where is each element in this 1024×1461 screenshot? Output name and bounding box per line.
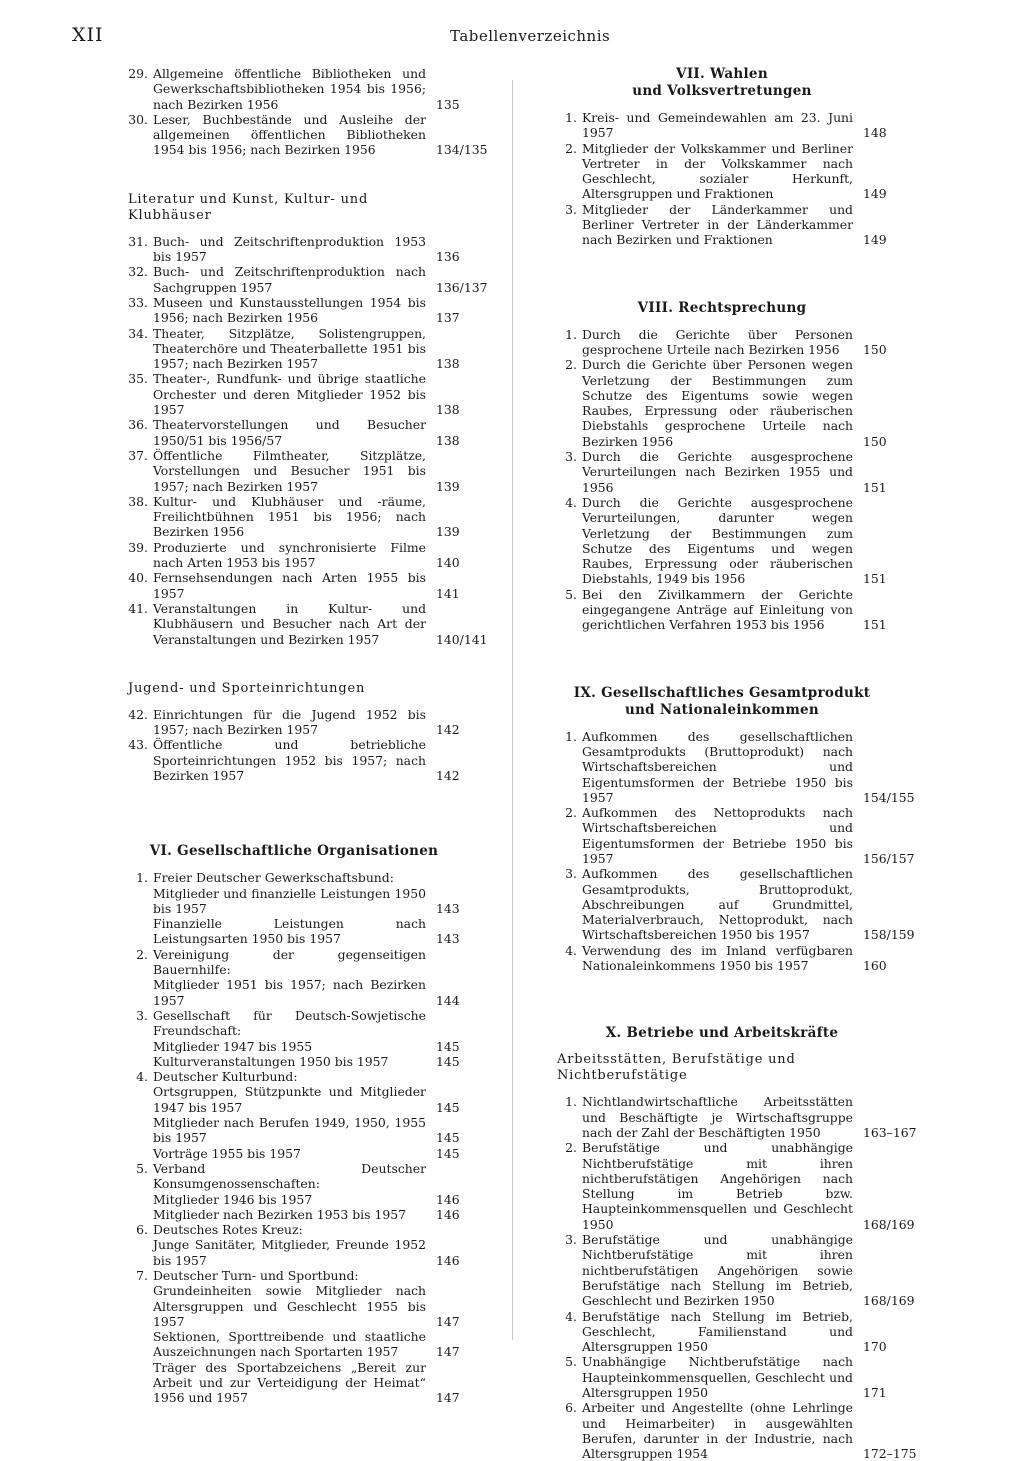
- page-ref: 151: [863, 571, 887, 587]
- page-ref: 149: [863, 186, 887, 202]
- toc-entry: [557, 327, 927, 358]
- sub-entry-text: Träger des Sportabzeichens „Bereit zur Arbeit und zur Verteidigung der Heimat“ 1956 und 1957: [153, 1359, 426, 1406]
- toc-entry: [128, 295, 500, 326]
- page-ref: 137: [436, 310, 460, 326]
- entry-number: 41.: [128, 600, 148, 616]
- section-heading: VIII. Rechtsprechung: [637, 299, 807, 316]
- entry-number: 1.: [565, 1094, 577, 1110]
- entry-text: Mitglieder der Länderkammer und Berliner Vertreter in der Länderkammer nach Bezirken und Fraktionen: [582, 201, 853, 248]
- entry-number: 6.: [565, 1400, 577, 1416]
- page-ref: 136: [436, 249, 460, 265]
- page-ref: 172–175: [863, 1446, 917, 1461]
- entry-number: 6.: [136, 1222, 148, 1238]
- entry-text: Fernsehsendungen nach Arten 1955 bis 1957: [153, 570, 426, 601]
- entry-number: 38.: [128, 493, 148, 509]
- page-ref: 138: [436, 402, 460, 418]
- entry-text: Aufkommen des gesellschaftlichen Gesamtprodukts (Bruttoprodukt) nach Wirtschaftsbereichen und Eigentumsformen der Betriebe 1950 bis 1957: [582, 728, 853, 805]
- toc-entry: [128, 326, 500, 372]
- toc-entry: [557, 729, 927, 805]
- sub-entry: [153, 1145, 460, 1161]
- page-ref: 163–167: [863, 1124, 917, 1140]
- toc-entry: [128, 417, 500, 448]
- section-heading: IX. Gesellschaftliches Gesamtprodukt und Nationaleinkommen: [573, 684, 871, 718]
- toc-entry: [128, 371, 500, 417]
- entry-number: 1.: [565, 728, 577, 744]
- page-ref: 136/137: [436, 279, 488, 295]
- page-ref: 170: [863, 1339, 887, 1355]
- entry-text: Arbeiter und Angestellte (ohne Lehrlinge und Heimarbeiter) in ausgewählten Berufen, darunter in der Industrie, nach Altersgruppen 1954: [582, 1400, 853, 1461]
- sub-entry: [153, 916, 460, 947]
- entry-text: Produzierte und synchronisierte Filme nach Arten 1953 bis 1957: [153, 539, 426, 571]
- toc-entry: [557, 943, 927, 974]
- toc-entry: [557, 449, 927, 495]
- toc-entry: [128, 234, 500, 265]
- sub-entry: [153, 1115, 460, 1146]
- sub-entry: [153, 977, 460, 1008]
- toc-entry: [557, 805, 927, 866]
- entry-text: Durch die Gerichte ausgesprochene Verurteilungen, darunter wegen Verletzung der Bestimmungen zum Schutze des Eigentums und wegen Raubes, Erpressung oder räuberischen Diebstahls, 1949 bis 1956: [582, 494, 853, 587]
- sub-entry: [153, 1237, 460, 1268]
- toc-entry: [557, 357, 927, 449]
- toc-entry: [557, 587, 927, 633]
- entry-number: 30.: [128, 111, 148, 127]
- entry-text: Mitglieder der Volkskammer und Berliner Vertreter in der Volkskammer nach Geschlecht, sozialer Herkunft, Altersgruppen und Fraktionen: [582, 140, 853, 202]
- section-heading: VII. Wahlen und Volksvertretungen: [632, 66, 812, 99]
- entry-number: 43.: [128, 737, 148, 753]
- toc-entry: [557, 1232, 927, 1308]
- entry-text: Leser, Buchbestände und Ausleihe der allgemeinen öffentlichen Bibliotheken 1954 bis 1956; nach Bezirken 1956: [153, 111, 426, 158]
- sub-entry: [153, 1329, 460, 1360]
- entry-text: Bei den Zivilkammern der Gerichte eingegangene Anträge auf Einleitung von gerichtlichen Verfahren 1953 bis 1956: [582, 586, 853, 633]
- sub-entry-text: Mitglieder nach Berufen 1949, 1950, 1955 bis 1957: [153, 1115, 426, 1146]
- entry-number: 4.: [565, 494, 577, 510]
- entry-number: 42.: [128, 706, 148, 722]
- entry-heading: Deutscher Kulturbund:: [153, 1069, 298, 1085]
- toc-entry: [128, 66, 500, 112]
- sub-entry-text: Sektionen, Sporttreibende und staatliche Auszeichnungen nach Sportarten 1957: [153, 1329, 426, 1360]
- entry-text: Allgemeine öffentliche Bibliotheken und Gewerkschaftsbibliotheken 1954 bis 1956; nach Bezirken 1956: [153, 66, 426, 112]
- section-heading: VI. Gesellschaftliche Organisationen: [149, 843, 439, 860]
- sub-entry-text: Vorträge 1955 bis 1957: [153, 1145, 301, 1161]
- page-ref: 139: [436, 478, 460, 494]
- entry-number: 34.: [128, 325, 148, 341]
- page-ref: 140/141: [436, 631, 488, 647]
- sub-entry: [153, 1084, 460, 1115]
- page-ref: 158/159: [863, 927, 915, 943]
- toc-entry: [557, 495, 927, 587]
- list-block: [128, 870, 500, 1405]
- list-block: [557, 110, 927, 248]
- page-ref: 144: [436, 992, 460, 1008]
- toc-entry: [128, 947, 500, 1008]
- entry-number: 3.: [565, 449, 577, 465]
- list-block: [128, 707, 500, 783]
- toc-entry: [557, 1309, 927, 1355]
- toc-entry: [128, 1268, 500, 1406]
- entry-heading: Vereinigung der gegenseitigen Bauernhilfe:: [153, 946, 426, 978]
- toc-entry: [557, 1140, 927, 1232]
- sub-entry: [153, 1359, 460, 1406]
- entry-number: 2.: [565, 140, 577, 156]
- entry-number: 5.: [136, 1160, 148, 1176]
- toc-entry: [128, 707, 500, 738]
- toc-entry: [128, 494, 500, 540]
- page-ref: 150: [863, 433, 887, 449]
- toc-entry: [128, 870, 500, 946]
- page-ref: 145: [436, 1145, 460, 1161]
- toc-entry: [128, 601, 500, 647]
- entry-number: 4.: [136, 1069, 148, 1085]
- list-block: [557, 729, 927, 974]
- toc-entry: [557, 1354, 927, 1400]
- sub-entry-text: Junge Sanitäter, Mitglieder, Freunde 1952 bis 1957: [153, 1237, 426, 1268]
- entry-number: 5.: [565, 1354, 577, 1370]
- toc-entry: [128, 1161, 500, 1222]
- entry-text: Kreis- und Gemeindewahlen am 23. Juni 1957: [582, 110, 853, 141]
- entry-number: 7.: [136, 1268, 148, 1283]
- running-title: Tabellenverzeichnis: [450, 27, 611, 45]
- sub-entry-text: Mitglieder 1946 bis 1957: [153, 1191, 313, 1207]
- toc-entry: [557, 202, 927, 248]
- page-ref: 146: [436, 1191, 460, 1207]
- page-ref: 147: [436, 1313, 460, 1329]
- page-ref: 142: [436, 767, 460, 783]
- entry-number: 3.: [565, 1232, 577, 1248]
- sub-entry-text: Grundeinheiten sowie Mitglieder nach Altersgruppen und Geschlecht 1955 bis 1957: [153, 1283, 426, 1329]
- entry-heading: Deutscher Turn- und Sportbund:: [153, 1268, 359, 1283]
- page-ref: 151: [863, 479, 887, 495]
- entry-number: 39.: [128, 539, 148, 555]
- toc-entry: [128, 570, 500, 601]
- entry-text: Berufstätige nach Stellung im Betrieb, Geschlecht, Familienstand und Altersgruppen 1950: [582, 1308, 853, 1355]
- entry-number: 1.: [136, 870, 148, 886]
- entry-number: 36.: [128, 417, 148, 433]
- category-heading: Jugend- und Sporteinrichtungen: [128, 680, 366, 696]
- sub-entry-text: Kulturveranstaltungen 1950 bis 1957: [153, 1053, 389, 1069]
- entry-number: 29.: [128, 66, 148, 81]
- page-ref: 139: [436, 524, 460, 540]
- entry-number: 1.: [565, 326, 577, 342]
- entry-text: Durch die Gerichte über Personen gesprochene Urteile nach Bezirken 1956: [582, 326, 853, 357]
- page-ref: 168/169: [863, 1293, 915, 1309]
- page-ref: 145: [436, 1099, 460, 1115]
- list-block: [557, 327, 927, 633]
- entry-text: Verwendung des im Inland verfügbaren Nationaleinkommens 1950 bis 1957: [582, 942, 853, 974]
- entry-number: 3.: [136, 1007, 148, 1023]
- entry-number: 2.: [565, 805, 577, 821]
- right-column: [557, 66, 927, 1461]
- page-ref: 160: [863, 958, 887, 974]
- entry-text: Nichtlandwirtschaftliche Arbeitsstätten und Beschäftigte je Wirtschaftsgruppe nach der Zahl der Beschäftigten 1950: [582, 1094, 853, 1140]
- entry-text: Berufstätige und unabhängige Nichtberufstätige mit ihren nichtberufstätigen Angehörigen nach Stellung im Betrieb bzw. Haupteinkommensquellen und Geschlecht 1950: [582, 1140, 853, 1232]
- entry-number: 3.: [565, 201, 577, 217]
- sub-entry-text: Finanzielle Leistungen nach Leistungsarten 1950 bis 1957: [153, 916, 426, 947]
- entry-text: Öffentliche und betriebliche Sporteinrichtungen 1952 bis 1957; nach Bezirken 1957: [153, 737, 426, 783]
- entry-text: Buch- und Zeitschriftenproduktion 1953 bis 1957: [153, 233, 426, 265]
- entry-text: Durch die Gerichte über Personen wegen Verletzung der Bestimmungen zum Schutze des Eigentums sowie wegen Raubes, Erpressung oder räuberischen Diebstahls gesprochene Urteile nach Bezirken 1956: [582, 357, 853, 449]
- entry-heading: Freier Deutscher Gewerkschaftsbund:: [153, 870, 394, 886]
- page-ref: 138: [436, 356, 460, 372]
- page-ref: 146: [436, 1206, 460, 1222]
- entry-text: Öffentliche Filmtheater, Sitzplätze, Vorstellungen und Besucher 1951 bis 1957; nach Bezirken 1957: [153, 447, 426, 494]
- entry-text: Theater, Sitzplätze, Solistengruppen, Theaterchöre und Theaterballette 1951 bis 1957; nach Bezirken 1957: [153, 325, 426, 372]
- page-ref: 145: [436, 1130, 460, 1146]
- entry-number: 4.: [565, 942, 577, 958]
- entry-text: Buch- und Zeitschriftenproduktion nach Sachgruppen 1957: [153, 264, 426, 295]
- entry-number: 32.: [128, 264, 148, 280]
- entry-text: Einrichtungen für die Jugend 1952 bis 1957; nach Bezirken 1957: [153, 706, 426, 738]
- category-heading: Literatur und Kunst, Kultur- und Klubhäuser: [128, 191, 369, 223]
- sub-entry: [153, 1038, 460, 1054]
- list-block: [128, 66, 500, 158]
- toc-entry: [128, 540, 500, 571]
- page-ref: 154/155: [863, 789, 915, 805]
- toc-entry: [557, 1094, 927, 1140]
- entry-text: Unabhängige Nichtberufstätige nach Haupteinkommensquellen, Geschlecht und Altersgruppen 1950: [582, 1354, 853, 1400]
- sub-entry: [153, 1283, 460, 1329]
- page-ref: 142: [436, 722, 460, 738]
- entry-number: 5.: [565, 586, 577, 602]
- toc-entry: [128, 448, 500, 494]
- entry-text: Museen und Kunstausstellungen 1954 bis 1956; nach Bezirken 1956: [153, 294, 426, 326]
- entry-text: Aufkommen des gesellschaftlichen Gesamtprodukts, Bruttoprodukt, Abschreibungen auf Grundmittel, Materialverbrauch, Nettoprodukt, nach Wirtschaftsbereichen 1950 bis 1957: [582, 866, 853, 943]
- entry-number: 33.: [128, 294, 148, 310]
- page-ref: 143: [436, 931, 460, 947]
- page-ref: 150: [863, 341, 887, 357]
- entry-heading: Verband Deutscher Konsumgenossenschaften:: [153, 1160, 426, 1192]
- sub-entry-text: Mitglieder 1947 bis 1955: [153, 1038, 313, 1054]
- entry-number: 2.: [565, 357, 577, 373]
- sub-entry: [153, 1191, 460, 1207]
- page-ref: 147: [436, 1390, 460, 1406]
- entry-text: Theatervorstellungen und Besucher 1950/51 bis 1956/57: [153, 417, 426, 448]
- sub-entry: [153, 1053, 460, 1069]
- entry-text: Berufstätige und unabhängige Nichtberufstätige mit ihren nichtberufstätigen Angehörigen sowie Berufstätige nach Stellung im Betrieb, Geschlecht und Bezirken 1950: [582, 1232, 853, 1309]
- page-ref: 140: [436, 555, 460, 571]
- page-ref: 168/169: [863, 1216, 915, 1232]
- toc-entry: [128, 112, 500, 158]
- page-ref: 156/157: [863, 850, 915, 866]
- page-ref: 148: [863, 125, 887, 141]
- entry-number: 2.: [565, 1140, 577, 1156]
- sub-entry-text: Ortsgruppen, Stützpunkte und Mitglieder 1947 bis 1957: [153, 1084, 426, 1115]
- entry-text: Kultur- und Klubhäuser und -räume, Freilichtbühnen 1951 bis 1956; nach Bezirken 1956: [153, 493, 426, 540]
- toc-entry: [128, 1222, 500, 1268]
- entry-number: 31.: [128, 233, 148, 249]
- sub-entry-text: Mitglieder nach Bezirken 1953 bis 1957: [153, 1206, 406, 1222]
- page-ref: 134/135: [436, 142, 488, 158]
- column-divider: [512, 80, 513, 1340]
- toc-entry: [128, 737, 500, 783]
- toc-entry: [557, 866, 927, 942]
- entry-text: Aufkommen des Nettoprodukts nach Wirtschaftsbereichen und Eigentumsformen der Betriebe 1950 bis 1957: [582, 805, 853, 866]
- section-heading: X. Betriebe und Arbeitskräfte: [605, 1025, 839, 1042]
- page-ref: 145: [436, 1038, 460, 1054]
- page-number: XII: [72, 24, 104, 46]
- page-ref: 151: [863, 617, 887, 633]
- entry-number: 3.: [565, 866, 577, 882]
- entry-text: Veranstaltungen in Kultur- und Klubhäusern und Besucher nach Art der Veranstaltungen und Bezirken 1957: [153, 600, 426, 647]
- toc-entry: [128, 1008, 500, 1069]
- entry-heading: Gesellschaft für Deutsch-Sowjetische Freundschaft:: [153, 1007, 426, 1039]
- entry-text: Theater-, Rundfunk- und übrige staatliche Orchester und deren Mitglieder 1952 bis 1957: [153, 371, 426, 418]
- sub-entry-text: Mitglieder 1951 bis 1957; nach Bezirken 1957: [153, 977, 426, 1008]
- list-block: [128, 234, 500, 647]
- entry-text: Durch die Gerichte ausgesprochene Verurteilungen nach Bezirken 1955 und 1956: [582, 449, 853, 495]
- toc-entry: [128, 1069, 500, 1161]
- entry-number: 37.: [128, 447, 148, 463]
- page-ref: 138: [436, 432, 460, 448]
- toc-entry: [557, 141, 927, 202]
- toc-entry: [557, 110, 927, 141]
- sub-entry-text: Mitglieder und finanzielle Leistungen 1950 bis 1957: [153, 885, 426, 916]
- page-ref: 147: [436, 1344, 460, 1360]
- entry-number: 4.: [565, 1308, 577, 1324]
- page-ref: 145: [436, 1053, 460, 1069]
- entry-number: 40.: [128, 570, 148, 586]
- toc-entry: [557, 1400, 927, 1461]
- page-ref: 141: [436, 585, 460, 601]
- entry-number: 1.: [565, 110, 577, 125]
- toc-entry: [128, 264, 500, 295]
- sub-entry: [153, 885, 460, 917]
- page-ref: 146: [436, 1252, 460, 1268]
- list-block: [557, 1094, 927, 1461]
- page-ref: 143: [436, 900, 460, 916]
- page-ref: 149: [863, 232, 887, 248]
- left-column: [128, 66, 500, 1406]
- entry-number: 35.: [128, 371, 148, 387]
- sub-entry: [153, 1206, 460, 1222]
- page-ref: 135: [436, 96, 460, 112]
- page-ref: 171: [863, 1385, 887, 1400]
- category-heading: Arbeitsstätten, Berufstätige und Nichtberufstätige: [557, 1052, 796, 1084]
- entry-heading: Deutsches Rotes Kreuz:: [153, 1222, 303, 1238]
- entry-number: 2.: [136, 946, 148, 962]
